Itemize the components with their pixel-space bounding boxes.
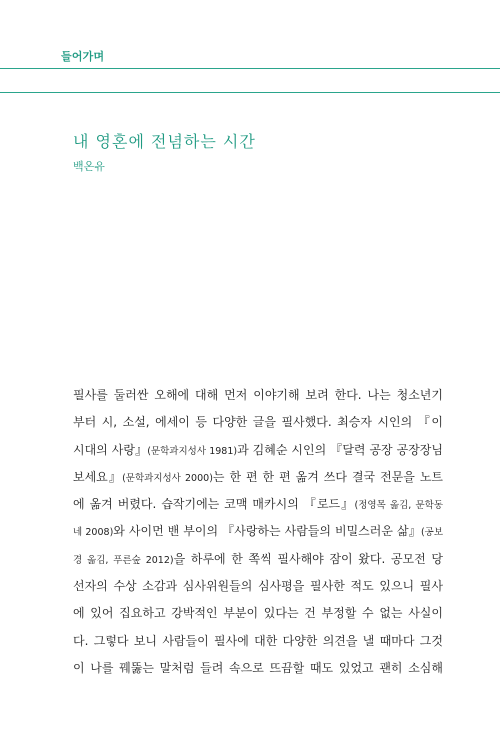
body-text [73,385,443,685]
body-line [73,494,443,521]
body-line [73,631,443,658]
body-line [73,549,443,576]
body-text-run: 을 하루에 한 쪽씩 필사해야 잠이 왔다. 공모전 당 [173,551,443,566]
body-line [73,385,443,412]
citation-note: 네 2008) [73,527,114,539]
body-text-run: 이 나를 꿰뚫는 말처럼 들려 속으로 뜨끔할 때도 있었고 괜히 소심해 [73,660,443,675]
body-text-run: 보세요』 [73,469,123,484]
header-rule-bottom [0,92,500,93]
body-text-run: 와 사이먼 밴 부이의 『사랑하는 사람들의 비밀스러운 삶』 [113,524,421,539]
body-text-run: 선자의 수상 소감과 심사위원들의 심사평을 필사한 적도 있으니 필사 [73,579,443,594]
body-text-run: 과 김혜순 시인의 『달력 공장 공장장님 [237,442,443,457]
body-text-run: 시대의 사랑』 [73,442,148,457]
citation-note: 경 옮김, 푸른숲 2012) [73,554,174,566]
body-line [73,603,443,630]
citation-note: (정영목 옮김, 문학동 [354,500,444,512]
body-text-run: 부터 시, 소설, 에세이 등 다양한 글을 필사했다. 최승자 시인의 『이 [73,415,443,430]
citation-note: (공보 [420,527,443,539]
body-text-run: 에 있어 집요하고 강박적인 부분이 있다는 건 부정할 수 없는 사실이 [73,606,443,621]
body-line [73,658,443,685]
chapter-author: 백온유 [73,160,105,173]
body-line [73,467,443,494]
header-rule-top [0,68,500,69]
citation-note: (문학과지성사 1981) [147,445,238,457]
chapter-title: 내 영혼에 전념하는 시간 [73,132,256,151]
body-text-run: 에 옮겨 버렸다. 습작기에는 코맥 매카시의 『로드』 [73,497,355,512]
body-line [73,412,443,439]
citation-note: (문학과지성사 2000) [122,472,213,484]
section-label: 들어가며 [61,50,105,63]
body-line [73,521,443,548]
body-line [73,576,443,603]
body-text-run: 는 한 편 한 편 옮겨 쓰다 결국 전문을 노트 [212,469,444,484]
body-text-run: 다. 그렇다 보니 사람들이 필사에 대한 다양한 의견을 낼 때마다 그것 [73,633,443,648]
body-line [73,440,443,467]
body-text-run: 필사를 둘러싼 오해에 대해 먼저 이야기해 보려 한다. 나는 청소년기 [73,388,443,402]
